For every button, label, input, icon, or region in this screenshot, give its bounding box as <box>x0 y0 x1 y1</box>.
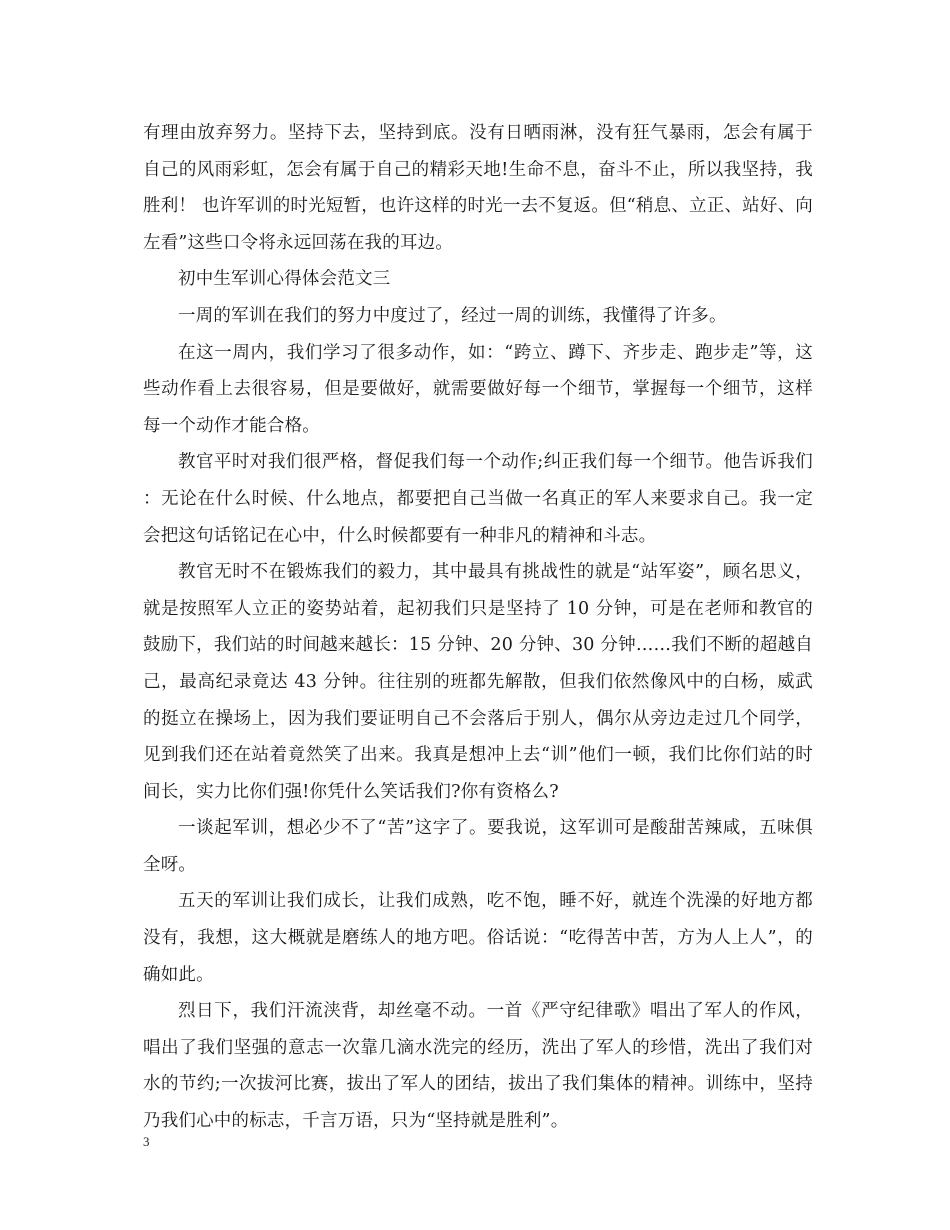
paragraph: 有理由放弃努力。坚持下去，坚持到底。没有日晒雨淋，没有狂气暴雨，怎会有属于自己的风雨彩虹，怎会有属于自己的精彩天地!生命不息，奋斗不止，所以我坚持，我胜利！ 也许军训的时光短暂，也许这样的时光一去不复返。但“稍息、立正、站好、向左看”这些口令将永远回荡在我的耳边。 <box>143 123 813 253</box>
paragraph: 教官无时不在锻炼我们的毅力，其中最具有挑战性的就是“站军姿”，顾名思义，就是按照军人立正的姿势站着，起初我们只是坚持了 10 分钟，可是在老师和教官的鼓励下，我们站的时间越来越长：15 分钟、20 分钟、30 分钟……我们不断的超越自己，最高纪录竟达 43 分钟。往往别的班都先解散，但我们依然像风中的白杨，威武的挺立在操场上，因为我们要证明自己不会落后于别人，偶尔从旁边走过几个同学，见到我们还在站着竟然笑了出来。我真是想冲上去“训”他们一顿，我们比你们站的时间长，实力比你们强!你凭什么笑话我们?你有资格么? <box>143 562 813 802</box>
paragraph: 一谈起军训，想必少不了“苦”这字了。要我说，这军训可是酸甜苦辣咸，五味俱全呀。 <box>143 818 813 875</box>
document-body <box>143 115 813 1140</box>
section-heading: 初中生军训心得体会范文三 <box>178 269 391 290</box>
page-number: 3 <box>143 1134 150 1149</box>
paragraph: 五天的军训让我们成长，让我们成熟，吃不饱，睡不好，就连个洗澡的好地方都没有，我想，这大概就是磨练人的地方吧。俗话说：“吃得苦中苦，方为人上人”，的确如此。 <box>143 891 813 985</box>
paragraph: 在这一周内，我们学习了很多动作，如：“跨立、蹲下、齐步走、跑步走”等，这些动作看上去很容易，但是要做好，就需要做好每一个细节，掌握每一个细节，这样每一个动作才能合格。 <box>143 342 813 436</box>
paragraph: 烈日下，我们汗流浃背，却丝毫不动。一首《严守纪律歌》唱出了军人的作风，唱出了我们坚强的意志一次靠几滴水洗完的经历，洗出了军人的珍惜，洗出了我们对水的节约;一次拔河比赛，拔出了军人的团结，拔出了我们集体的精神。训练中，坚持乃我们心中的标志，千言万语，只为“坚持就是胜利”。 <box>143 1001 813 1132</box>
paragraph: 一周的军训在我们的努力中度过了，经过一周的训练，我懂得了许多。 <box>178 305 727 326</box>
paragraph: 教官平时对我们很严格，督促我们每一个动作;纠正我们每一个细节。他告诉我们 ：无论在什么时候、什么地点，都要把自己当做一名真正的军人来要求自己。我一定会把这句话铭记在心中，什么时候都要有一种非凡的精神和斗志。 <box>143 452 813 546</box>
